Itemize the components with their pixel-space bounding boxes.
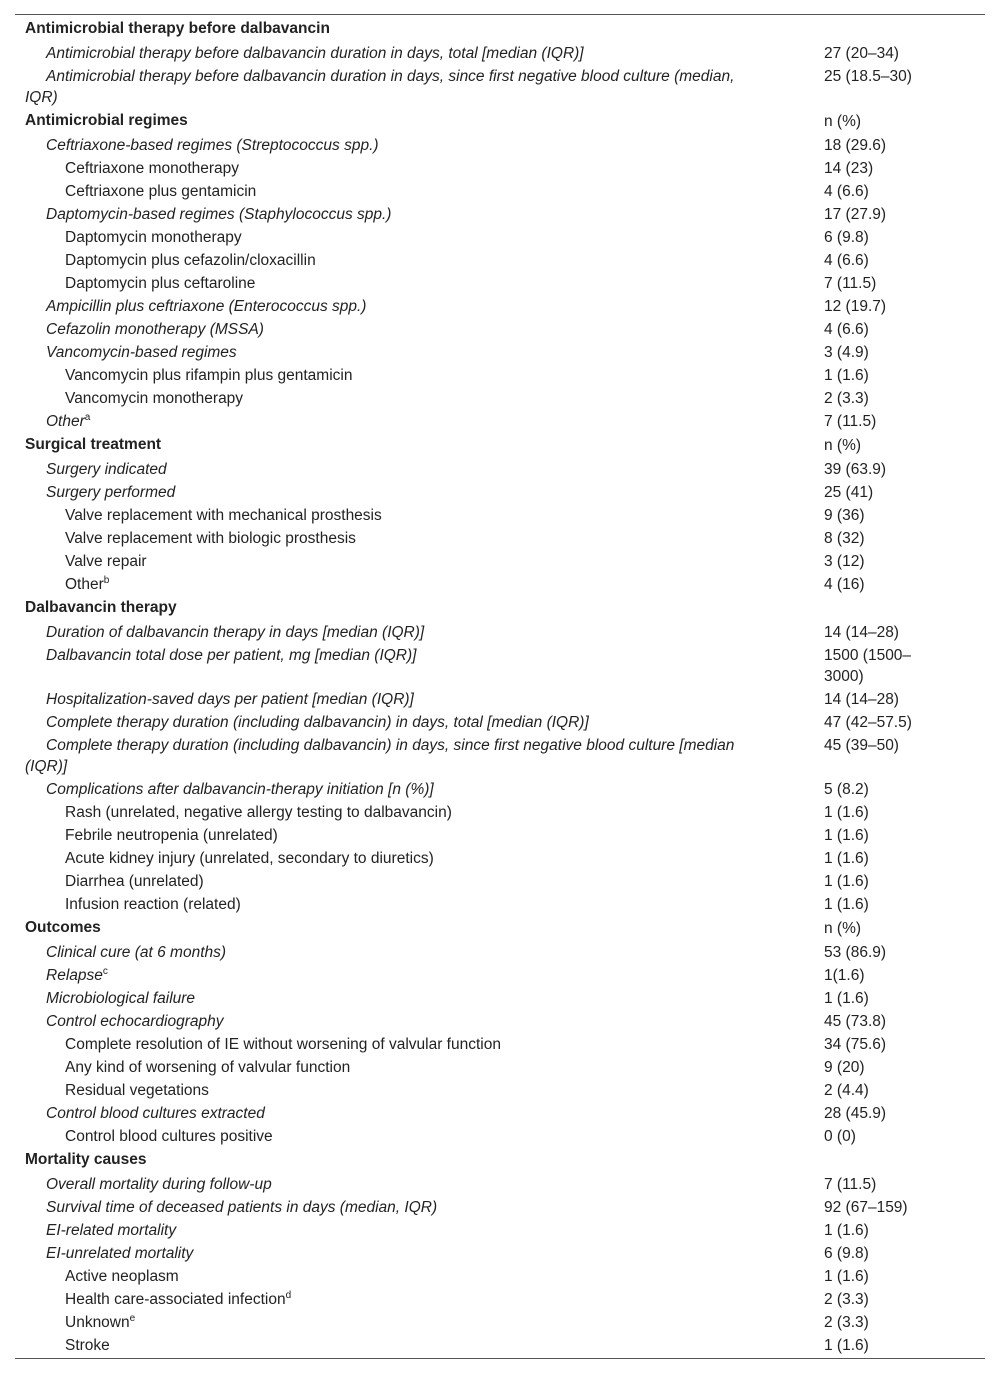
table-row <box>0 1101 1000 1124</box>
row-label-text: Ceftriaxone-based regimes (Streptococcus spp.) <box>46 137 379 154</box>
row-label-text: Infusion reaction (related) <box>65 896 241 913</box>
table-row <box>0 800 1000 823</box>
row-label-text: Hospitalization-saved days per patient [median (IQR)] <box>46 691 414 708</box>
table-row <box>0 963 1000 986</box>
row-label-text: Microbiological failure <box>46 990 196 1007</box>
table-row <box>0 526 1000 549</box>
row-label <box>46 942 226 963</box>
row-value: 45 (39–50) <box>824 737 899 754</box>
row-label <box>46 482 175 503</box>
row-label-text: Febrile neutropenia (unrelated) <box>65 827 278 844</box>
row-label <box>65 1080 209 1101</box>
row-value: 9 (20) <box>824 1059 865 1076</box>
table-row <box>0 1195 1000 1218</box>
row-label <box>46 689 414 710</box>
row-label <box>65 250 316 271</box>
row-label-text: Unknown <box>65 1314 130 1331</box>
row-value: 7 (11.5) <box>824 275 877 292</box>
row-label <box>65 273 255 294</box>
row-label-text: Complications after dalbavancin-therapy initiation [n (%)] <box>46 781 434 798</box>
row-value: 1500 (1500–3000) <box>824 647 912 685</box>
table-row <box>0 1032 1000 1055</box>
section-title <box>25 434 161 455</box>
table-row <box>0 892 1000 915</box>
table-row <box>0 986 1000 1009</box>
row-label-text: Vancomycin-based regimes <box>46 344 237 361</box>
table-row <box>0 1078 1000 1101</box>
table-row <box>0 64 1000 108</box>
table-top-rule <box>15 14 985 15</box>
row-label <box>46 1197 437 1218</box>
row-value: 6 (9.8) <box>824 229 869 246</box>
row-label-text: Vancomycin plus rifampin plus gentamicin <box>65 367 353 384</box>
table-row <box>0 225 1000 248</box>
row-label <box>46 779 434 800</box>
row-label <box>65 388 243 409</box>
row-value: 1 (1.6) <box>824 873 869 890</box>
row-label-text: Daptomycin monotherapy <box>65 229 242 246</box>
row-label-text: Overall mortality during follow-up <box>46 1176 272 1193</box>
row-label-text: Rash (unrelated, negative allergy testing to dalbavancin) <box>65 804 452 821</box>
table-row <box>0 1241 1000 1264</box>
row-label <box>65 871 204 892</box>
table-row <box>0 363 1000 386</box>
table-row <box>0 733 1000 777</box>
row-value: n (%) <box>824 113 862 130</box>
section-title <box>25 597 177 618</box>
section-header-row <box>0 16 1000 41</box>
row-value: 1 (1.6) <box>824 990 869 1007</box>
row-value: 0 (0) <box>824 1128 856 1145</box>
row-value: 53 (86.9) <box>824 944 887 961</box>
table-row <box>0 179 1000 202</box>
row-label <box>65 1312 135 1333</box>
row-label-text: Clinical cure (at 6 months) <box>46 944 227 961</box>
row-label-text: Valve repair <box>65 553 147 570</box>
row-label <box>46 1011 224 1032</box>
row-label <box>46 1243 193 1264</box>
row-label <box>46 43 584 64</box>
results-table <box>0 16 1000 1356</box>
section-title <box>25 18 330 39</box>
row-value: 14 (14–28) <box>824 691 899 708</box>
row-label <box>46 459 167 480</box>
row-label-text: Antimicrobial therapy before dalbavancin duration in days, total [median (IQR)] <box>46 45 584 62</box>
row-label <box>46 645 416 666</box>
row-label-text: Complete resolution of IE without worsening of valvular function <box>65 1036 501 1053</box>
table-row <box>0 823 1000 846</box>
row-value: 4 (16) <box>824 576 865 593</box>
row-value: 5 (8.2) <box>824 781 869 798</box>
row-label-text: Other <box>46 413 85 430</box>
row-label <box>65 528 356 549</box>
row-value: 1 (1.6) <box>824 1222 869 1239</box>
row-value: 1 (1.6) <box>824 827 869 844</box>
row-label-text: EI-related mortality <box>46 1222 177 1239</box>
row-value: 2 (3.3) <box>824 1314 869 1331</box>
row-label-text: Outcomes <box>25 919 101 936</box>
row-label <box>65 825 278 846</box>
table-row <box>0 1055 1000 1078</box>
row-label-text: Daptomycin plus ceftaroline <box>65 275 256 292</box>
row-label <box>46 319 264 340</box>
row-label <box>65 181 256 202</box>
row-value: 1 (1.6) <box>824 850 869 867</box>
row-label-text: Daptomycin-based regimes (Staphylococcus spp.) <box>46 206 392 223</box>
row-value: 45 (73.8) <box>824 1013 887 1030</box>
row-value: 2 (3.3) <box>824 1291 869 1308</box>
table-row <box>0 1172 1000 1195</box>
row-label <box>65 848 434 869</box>
row-value: 25 (18.5–30) <box>824 68 912 85</box>
row-label-text: EI-unrelated mortality <box>46 1245 194 1262</box>
row-label <box>65 227 242 248</box>
row-value: 14 (14–28) <box>824 624 899 641</box>
row-label <box>65 802 452 823</box>
row-label <box>65 1057 350 1078</box>
table-row <box>0 1009 1000 1032</box>
row-value: 4 (6.6) <box>824 252 869 269</box>
section-title <box>25 110 188 131</box>
row-label-text: Antimicrobial therapy before dalbavancin duration in days, since first negative blood culture (median, IQR) <box>25 68 735 106</box>
row-label-text: Active neoplasm <box>65 1268 179 1285</box>
row-label <box>46 1103 265 1124</box>
table-bottom-rule <box>15 1358 985 1359</box>
section-header-row <box>0 108 1000 133</box>
section-header-row <box>0 595 1000 620</box>
row-label-text: Acute kidney injury (unrelated, secondary to diuretics) <box>65 850 434 867</box>
row-label-text: Relapse <box>46 967 103 984</box>
table-row <box>0 1287 1000 1310</box>
row-label <box>46 1220 176 1241</box>
section-header-row <box>0 1147 1000 1172</box>
row-label <box>46 342 237 363</box>
row-label-text: Complete therapy duration (including dalbavancin) in days, total [median (IQR)] <box>46 714 589 731</box>
row-value: 92 (67–159) <box>824 1199 908 1216</box>
table-row <box>0 340 1000 363</box>
row-label <box>65 1034 501 1055</box>
row-value: 2 (3.3) <box>824 390 869 407</box>
row-value: 1 (1.6) <box>824 896 869 913</box>
row-label <box>46 988 195 1009</box>
footnote-marker: e <box>129 1313 136 1324</box>
row-label-text: Control blood cultures positive <box>65 1128 273 1145</box>
table-row <box>0 643 1000 687</box>
row-label-text: Surgical treatment <box>25 436 162 453</box>
row-label <box>65 505 382 526</box>
row-value: 14 (23) <box>824 160 874 177</box>
row-label-text: Ceftriaxone monotherapy <box>65 160 240 177</box>
row-label <box>65 551 147 572</box>
row-value: 7 (11.5) <box>824 413 877 430</box>
row-value: 17 (27.9) <box>824 206 887 223</box>
table-row <box>0 846 1000 869</box>
table-row <box>0 869 1000 892</box>
row-label-text: Survival time of deceased patients in days (median, IQR) <box>46 1199 438 1216</box>
table-row <box>0 940 1000 963</box>
row-value: 25 (41) <box>824 484 874 501</box>
section-title <box>25 917 101 938</box>
row-label-text: Surgery indicated <box>46 461 167 478</box>
section-header-row <box>0 915 1000 940</box>
table-row <box>0 248 1000 271</box>
row-label-text: Antimicrobial therapy before dalbavancin <box>25 20 330 37</box>
table-row <box>0 156 1000 179</box>
table-row <box>0 1264 1000 1287</box>
row-label-text: Any kind of worsening of valvular function <box>65 1059 351 1076</box>
row-value: 28 (45.9) <box>824 1105 887 1122</box>
table-row <box>0 386 1000 409</box>
row-label <box>25 66 765 108</box>
footnote-marker: a <box>84 412 91 423</box>
row-label-text: Diarrhea (unrelated) <box>65 873 204 890</box>
row-value: 34 (75.6) <box>824 1036 887 1053</box>
row-label <box>25 735 765 777</box>
row-label <box>65 1335 110 1356</box>
row-label-text: Valve replacement with mechanical prosthesis <box>65 507 382 524</box>
row-label-text: Surgery performed <box>46 484 176 501</box>
row-value: 3 (4.9) <box>824 344 869 361</box>
row-value: 3 (12) <box>824 553 865 570</box>
table-row <box>0 687 1000 710</box>
row-value: 1 (1.6) <box>824 1337 869 1354</box>
row-value: 12 (19.7) <box>824 298 887 315</box>
row-label <box>65 1126 273 1147</box>
table-row <box>0 457 1000 480</box>
row-value: 6 (9.8) <box>824 1245 869 1262</box>
table-row <box>0 133 1000 156</box>
table-row <box>0 317 1000 340</box>
row-value: 1 (1.6) <box>824 804 869 821</box>
row-label <box>46 411 90 432</box>
row-label <box>65 365 352 386</box>
table-row <box>0 409 1000 432</box>
row-label-text: Vancomycin monotherapy <box>65 390 244 407</box>
row-label-text: Control echocardiography <box>46 1013 224 1030</box>
footnote-marker: d <box>285 1290 292 1301</box>
row-value: 2 (4.4) <box>824 1082 869 1099</box>
row-label-text: Antimicrobial regimes <box>25 112 188 129</box>
row-label-text: Mortality causes <box>25 1151 147 1168</box>
table-row <box>0 710 1000 733</box>
row-label <box>65 158 239 179</box>
row-label <box>65 1289 291 1310</box>
row-label-text: Residual vegetations <box>65 1082 209 1099</box>
row-value: 1 (1.6) <box>824 367 869 384</box>
table-row <box>0 294 1000 317</box>
row-label-text: Ampicillin plus ceftriaxone (Enterococcus spp.) <box>46 298 367 315</box>
row-label-text: Stroke <box>65 1337 110 1354</box>
row-label <box>65 574 109 595</box>
row-value: n (%) <box>824 920 862 937</box>
row-label-text: Ceftriaxone plus gentamicin <box>65 183 257 200</box>
table-row <box>0 620 1000 643</box>
section-header-row <box>0 432 1000 457</box>
row-label <box>46 622 424 643</box>
row-label-text: Control blood cultures extracted <box>46 1105 265 1122</box>
table-row <box>0 1124 1000 1147</box>
row-label <box>46 135 379 156</box>
row-value: 8 (32) <box>824 530 865 547</box>
table-row <box>0 572 1000 595</box>
table-row <box>0 271 1000 294</box>
row-label <box>65 894 241 915</box>
table-row <box>0 202 1000 225</box>
row-value: 39 (63.9) <box>824 461 887 478</box>
footnote-marker: c <box>102 966 108 977</box>
row-label <box>46 965 108 986</box>
row-value: 4 (6.6) <box>824 183 869 200</box>
row-value: 9 (36) <box>824 507 865 524</box>
row-label-text: Dalbavancin total dose per patient, mg [median (IQR)] <box>46 647 417 664</box>
table-row <box>0 1333 1000 1356</box>
row-value: 4 (6.6) <box>824 321 869 338</box>
row-label-text: Duration of dalbavancin therapy in days [median (IQR)] <box>46 624 425 641</box>
table-row <box>0 41 1000 64</box>
table-row <box>0 1218 1000 1241</box>
row-label-text: Cefazolin monotherapy (MSSA) <box>46 321 264 338</box>
row-value: n (%) <box>824 437 862 454</box>
row-label <box>46 204 391 225</box>
row-label <box>65 1266 179 1287</box>
row-value: 18 (29.6) <box>824 137 887 154</box>
row-label-text: Dalbavancin therapy <box>25 599 177 616</box>
row-value: 47 (42–57.5) <box>824 714 912 731</box>
row-value: 27 (20–34) <box>824 45 899 62</box>
row-value: 7 (11.5) <box>824 1176 877 1193</box>
row-label-text: Health care-associated infection <box>65 1291 286 1308</box>
table-row <box>0 549 1000 572</box>
footnote-marker: b <box>103 575 110 586</box>
row-label <box>46 1174 272 1195</box>
row-label <box>46 296 366 317</box>
table-row <box>0 480 1000 503</box>
row-value: 1(1.6) <box>824 967 865 984</box>
row-label-text: Daptomycin plus cefazolin/cloxacillin <box>65 252 316 269</box>
row-label-text: Valve replacement with biologic prosthesis <box>65 530 356 547</box>
table-row <box>0 777 1000 800</box>
row-label <box>46 712 589 733</box>
table-row <box>0 1310 1000 1333</box>
section-title <box>25 1149 146 1170</box>
row-label-text: Complete therapy duration (including dalbavancin) in days, since first negative blood culture [median (IQR)] <box>25 737 735 775</box>
row-value: 1 (1.6) <box>824 1268 869 1285</box>
table-row <box>0 503 1000 526</box>
row-label-text: Other <box>65 576 104 593</box>
